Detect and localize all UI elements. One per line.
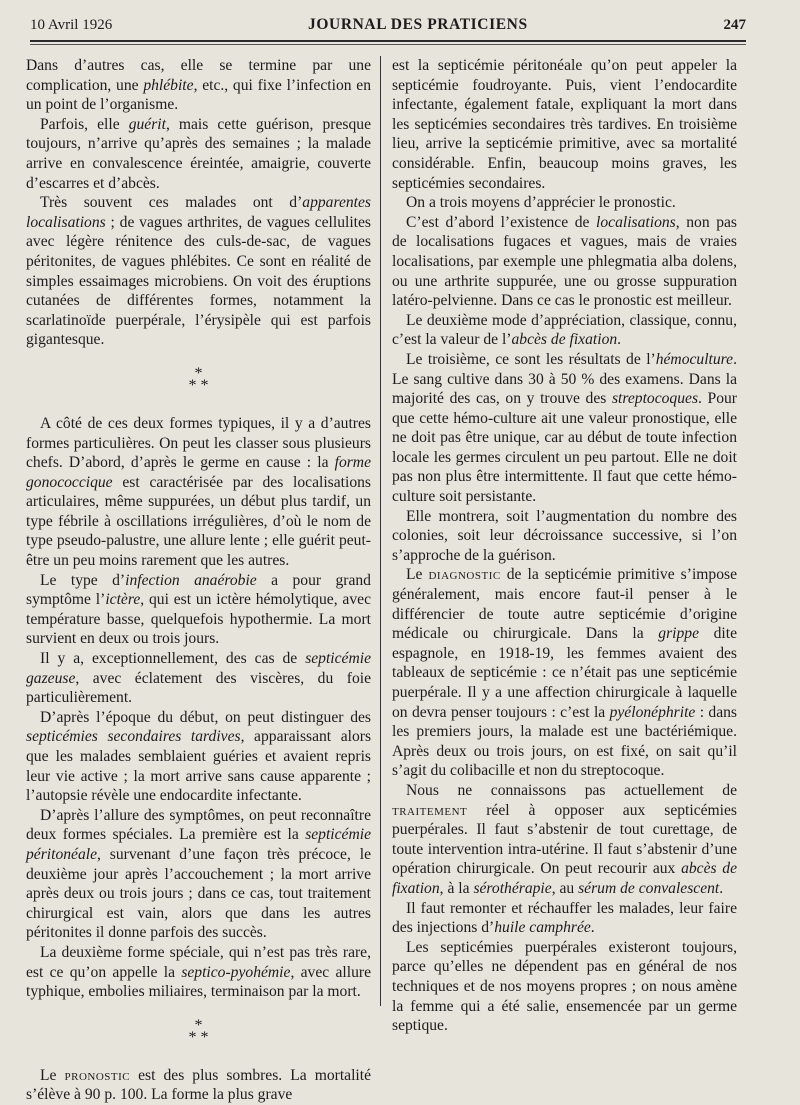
- paragraph: Dans d’autres cas, elle se termine par une complication, une phlébite, etc., qui fixe l’infection en un point de l’organisme.: [26, 57, 372, 114]
- paragraph: est la septicémie péritonéale qu’on peut appeler la septicémie foudroyante. Puis, vient l’endocardite infectante, également fatale, expliquant la mort dans les septicémies secondaires très tardives. En troisième lieu, arrive la septicémie primitive, avec sa mortalité considérable. Enfin, beaucoup moins graves, les septicémies secondaires.: [392, 57, 737, 192]
- left-column: [26, 56, 371, 1105]
- section-asterism: * * *: [188, 1016, 209, 1046]
- paragraph: Elle montrera, soit l’augmentation du nombre des colonies, soit leur décroissance successive, si l’on s’approche de la guérison.: [392, 507, 737, 564]
- right-column: [392, 56, 737, 1036]
- paragraph: C’est d’abord l’existence de localisations, non pas de localisations fugaces et vagues, mais de vraies localisations, par exemple une phlegmatia alba dolens, ou une arthrite suppurée, une ou grosse suppuration latéro-pelvienne. Dans ce cas le pronostic est meilleur.: [392, 213, 738, 310]
- paragraph: La deuxième forme spéciale, qui n’est pas très rare, est ce qu’on appelle la septico-pyohémie, avec allure typhique, embolies miliaires, terminaison par la mort.: [26, 943, 371, 1001]
- header-rule: [30, 40, 746, 42]
- header-rule-thin: [30, 44, 746, 45]
- page-number: 247: [723, 17, 746, 33]
- paragraph: Le deuxième mode d’appréciation, classique, connu, c’est la valeur de l’abcès de fixation.: [392, 311, 737, 349]
- paragraph: A côté de ces deux formes typiques, il y a d’autres formes particulières. On peut les classer sous plusieurs chefs. D’abord, d’après le germe en cause : la forme gonococcique est caractérisée par des localisations articulaires, même suppurées, un début plus tardif, un type fébrile à oscillations irrégulières, d’où le nom de type pseudo-palustre, une allure lente ; elle guérit peut-être un peu moins rarement que les autres.: [26, 414, 371, 570]
- paragraph: Le pronostic est des plus sombres. La mortalité s’élève à 90 p. 100. La forme la plus grave: [26, 1066, 371, 1104]
- paragraph: Le troisième, ce sont les résultats de l’hémoculture. Le sang cultive dans 30 à 50 % des examens. Dans la majorité des cas, on y trouve des streptocoques. Pour que cette hémo-culture ait une valeur pronostique, elle ne doit pas être unique, car au début de toute infection locale les germes circulent un peu partout. Elle ne doit pas non plus être intermittente. Il faut que cette hémo-culture soit persistante.: [392, 350, 738, 506]
- paragraph: Il y a, exceptionnellement, des cas de septicémie gazeuse, avec éclatement des viscères, du foie particulièrement.: [26, 650, 371, 707]
- paragraph: Le diagnostic de la septicémie primitive s’impose généralement, mais encore faut-il penser à le différencier de toute autre septicémie d’origine médicale ou chirurgicale. Dans la grippe dite espagnole, en 1918-19, les femmes avaient des tableaux de septicémie : ce n’était pas une septicémie puerpérale. Il y a une affection chirurgicale à laquelle on devra penser toujours : c’est la pyélonéphrite : dans les premiers jours, la malade est une bactériémique. Après deux ou trois jours, on est fixé, on sait qu’il s’agit du colibacille et non du streptocoque.: [392, 566, 737, 780]
- paragraph: D’après l’allure des symptômes, on peut reconnaître deux formes spéciales. La première est la septicémie péritonéale, survenant d’une façon très précoce, le deuxième jour après l’accouchement ; la mort arrive après deux ou trois jours ; dans ce cas, tout traitement chirurgical est vain, alors que dans les autres péritonites il donne parfois des succès.: [26, 806, 371, 942]
- paragraph: On a trois moyens d’apprécier le pronostic.: [406, 194, 676, 212]
- paragraph: D’après l’époque du début, on peut distinguer des septicémies secondaires tardives, apparaissant alors que les malades semblaient guéries et avaient repris leur vie active ; la mort arrive sans cause apparente ; l’autopsie révèle une endocardite infectante.: [26, 708, 372, 805]
- journal-title: JOURNAL DES PRATICIENS: [308, 16, 528, 33]
- column-divider: [380, 56, 381, 1006]
- section-asterism: * * *: [188, 364, 209, 394]
- paragraph: Nous ne connaissons pas actuellement de traitement réel à opposer aux septicémies puerpérales. Il faut s’abstenir de tout curettage, de toute intervention intra-utérine. Il faut s’abstenir d’une opération chirurgicale. On peut recourir aux abcès de fixation, à la sérothérapie, au sérum de convalescent.: [392, 781, 738, 897]
- issue-date: 10 Avril 1926: [30, 17, 113, 33]
- paragraph: Parfois, elle guérit, mais cette guérison, presque toujours, n’arrive qu’après des semaines ; la malade arrive en convalescence éreintée, amaigrie, couverte d’escarres et d’abcès.: [26, 115, 371, 192]
- running-header: [30, 16, 746, 40]
- paragraph: Il faut remonter et réchauffer les malades, leur faire des injections d’huile camphrée.: [392, 899, 737, 937]
- paragraph: Le type d’infection anaérobie a pour grand symptôme l’ictère, qui est un ictère hémolytique, avec température basse, quelquefois hypothermie. La mort survient en deux ou trois jours.: [26, 571, 371, 648]
- paragraph: Très souvent ces malades ont d’apparentes localisations ; de vagues arthrites, de vagues cellulites avec légère rénitence des culs-de-sac, de vagues péritonites, de vagues phlébites. Ce sont en réalité de simples essaimages microbiens. On voit des éruptions cutanées de différentes formes, notamment la scarlatinoïde puerpérale, l’érysipèle qui est parfois gigantesque.: [26, 194, 371, 349]
- paragraph: Les septicémies puerpérales existeront toujours, parce qu’elles ne dépendent pas en général de nos techniques et de nos moyens propres ; on nous amène la femme qui a été salie, ensemencée par un germe septique.: [392, 938, 737, 1035]
